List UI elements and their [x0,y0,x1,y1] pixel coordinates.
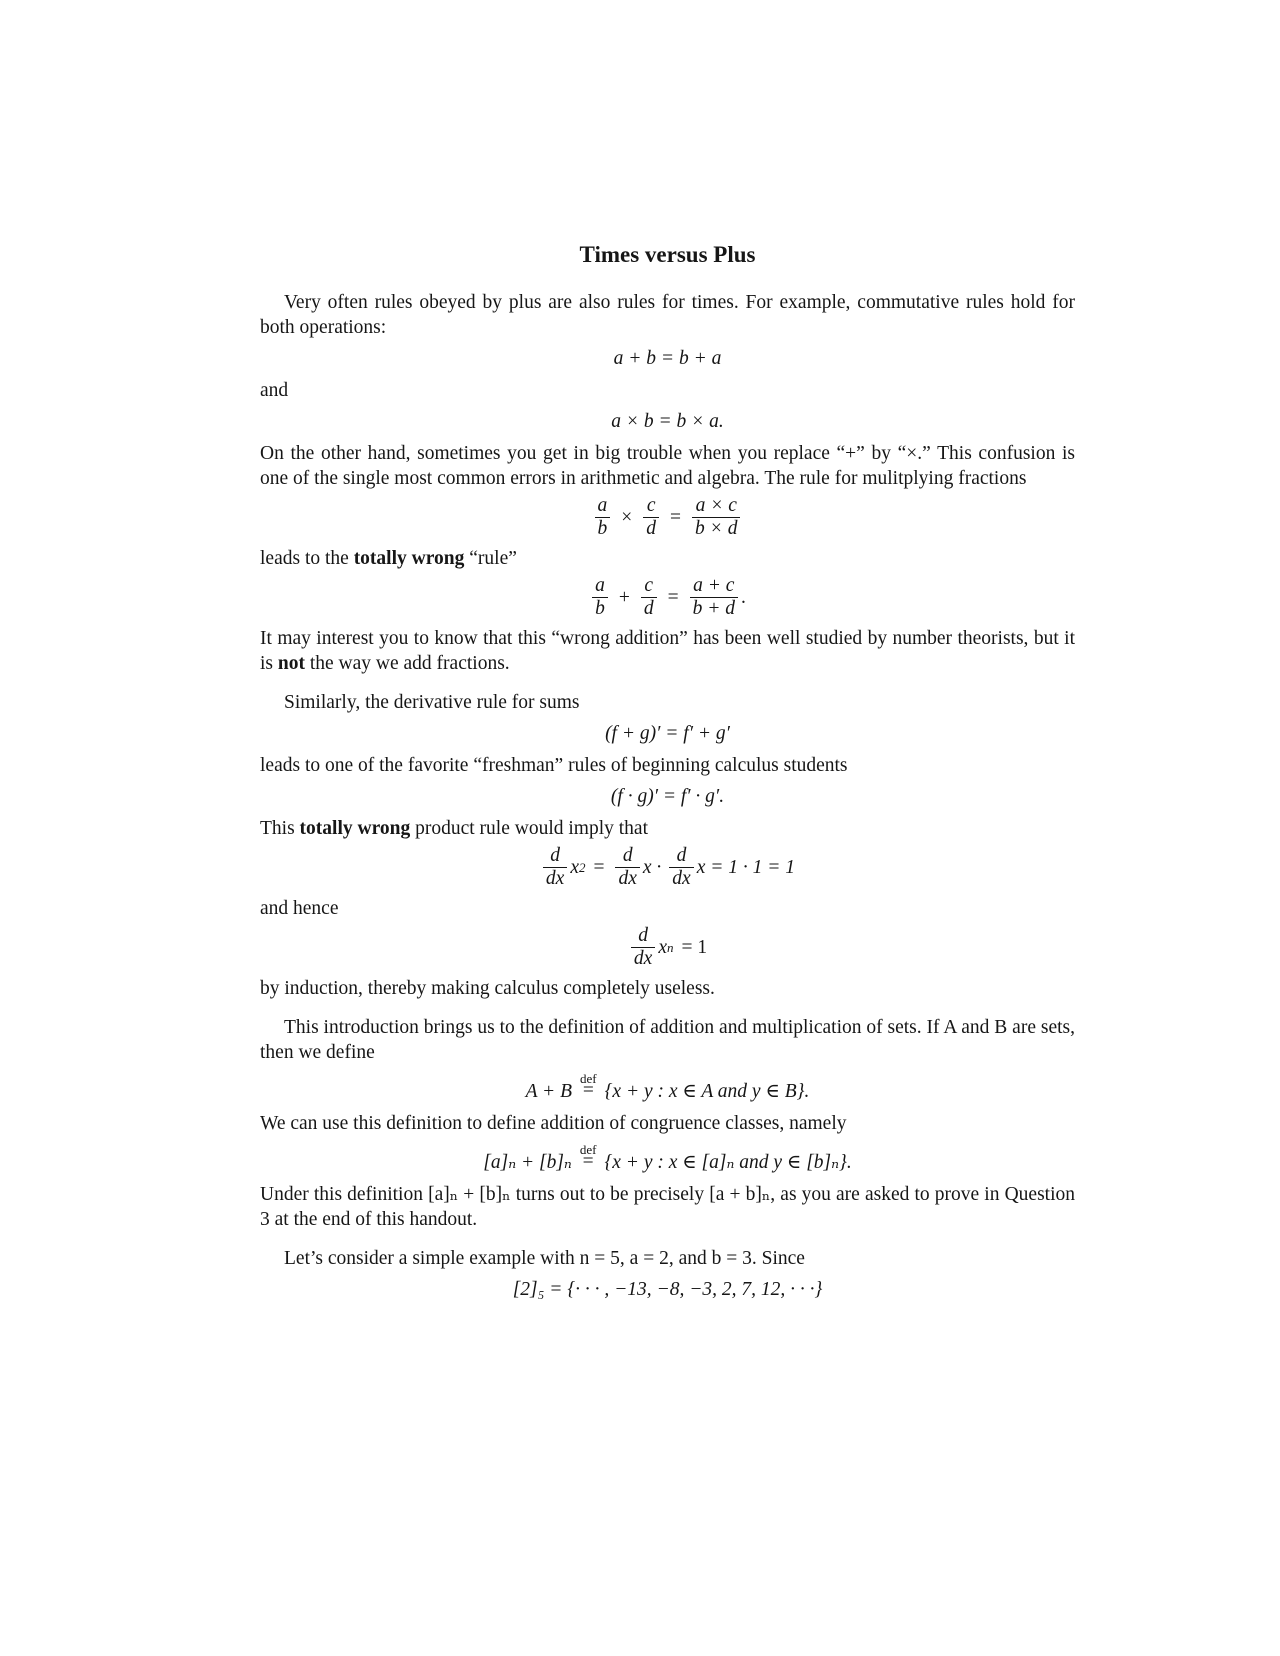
paragraph-sets-intro: This introduction brings us to the definition of addition and multiplication of sets. If A and B are sets, then we define [260,1017,1075,1063]
equation-fraction-wrong-add: $\frac{a}{b}$ + $\frac{c}{d}$ = $\frac{a + c}{b + d}$ . [260,575,1075,620]
equation-congruence-addition: [a]ₙ + [b]ₙ def = {x + y : x ∈ [a]ₙ and y ∈ [b]ₙ}. [483,1142,852,1173]
paragraph-congruence: We can use this definition to define addition of congruence classes, namely [260,1113,847,1134]
def-equals-sign: def = [579,1142,597,1172]
page-title: Times versus Plus [579,242,756,267]
fraction-product: $\frac{a \times c}{b \times d}$ [692,495,740,540]
fraction-a-over-b: $\frac{a}{b}$ [595,495,611,540]
equation-set-addition: A + B def = {x + y : x ∈ A and y ∈ B}. [525,1071,810,1102]
equation-derivative-x-n: $\frac{d}{dx}$ x n = 1 [260,925,1075,970]
def-equals-sign: def = [580,1071,597,1101]
paragraph-freshman: leads to one of the favorite “freshman” rules of beginning calculus students [260,755,848,776]
paragraph-induction: by induction, thereby making calculus completely useless. [260,978,715,999]
paragraph-question-3: Under this definition [a]ₙ + [b]ₙ turns out to be precisely [a + b]ₙ, as you are asked to prove in Question 3 at the end of this handout. [260,1184,1075,1230]
paragraph-intro: Very often rules obeyed by plus are also rules for times. For example, commutative rules hold for both operations: [260,292,1075,338]
equation-sum-rule: (f + g)′ = f′ + g′ [605,722,730,744]
document-page [260,230,1075,1309]
word-and: and [260,380,289,401]
equation-class-2-mod-5: [2]₅ = {· · · , −13, −8, −3, 2, 7, 12, · · ·} [512,1278,823,1300]
paragraph-imply: This totally wrong product rule would imply that [260,818,648,839]
paragraph-wrong-rule: leads to the totally wrong “rule” [260,548,517,569]
paragraph-trouble: On the other hand, sometimes you get in big trouble when you replace “+” by “×.” This confusion is one of the single most common errors in arithmetic and algebra. The rule for mulitplying fractions [260,443,1075,489]
equation-derivative-x-squared: $\frac{d}{dx}$ x 2 = $\frac{d}{dx}$ x · $\frac{d}{dx}$ x = 1 · 1 = 1 [260,845,1075,890]
word-and-hence: and hence [260,898,339,919]
equation-commutative-times: a × b = b × a. [611,410,724,432]
paragraph-derivative: Similarly, the derivative rule for sums [284,692,580,713]
paragraph-example: Let’s consider a simple example with n = 5, a = 2, and b = 3. Since [284,1248,805,1269]
equation-fraction-multiply: $\frac{a}{b}$ × $\frac{c}{d}$ = $\frac{a \times c}{b \times d}$ [260,495,1075,540]
paragraph-number-theorists: It may interest you to know that this “wrong addition” has been well studied by number theorists, but it is not the way we add fractions. [260,628,1075,674]
equation-wrong-product-rule: (f · g)′ = f′ · g′. [610,785,725,807]
equation-commutative-plus: a + b = b + a [613,347,722,369]
fraction-c-over-d: $\frac{c}{d}$ [643,495,659,540]
